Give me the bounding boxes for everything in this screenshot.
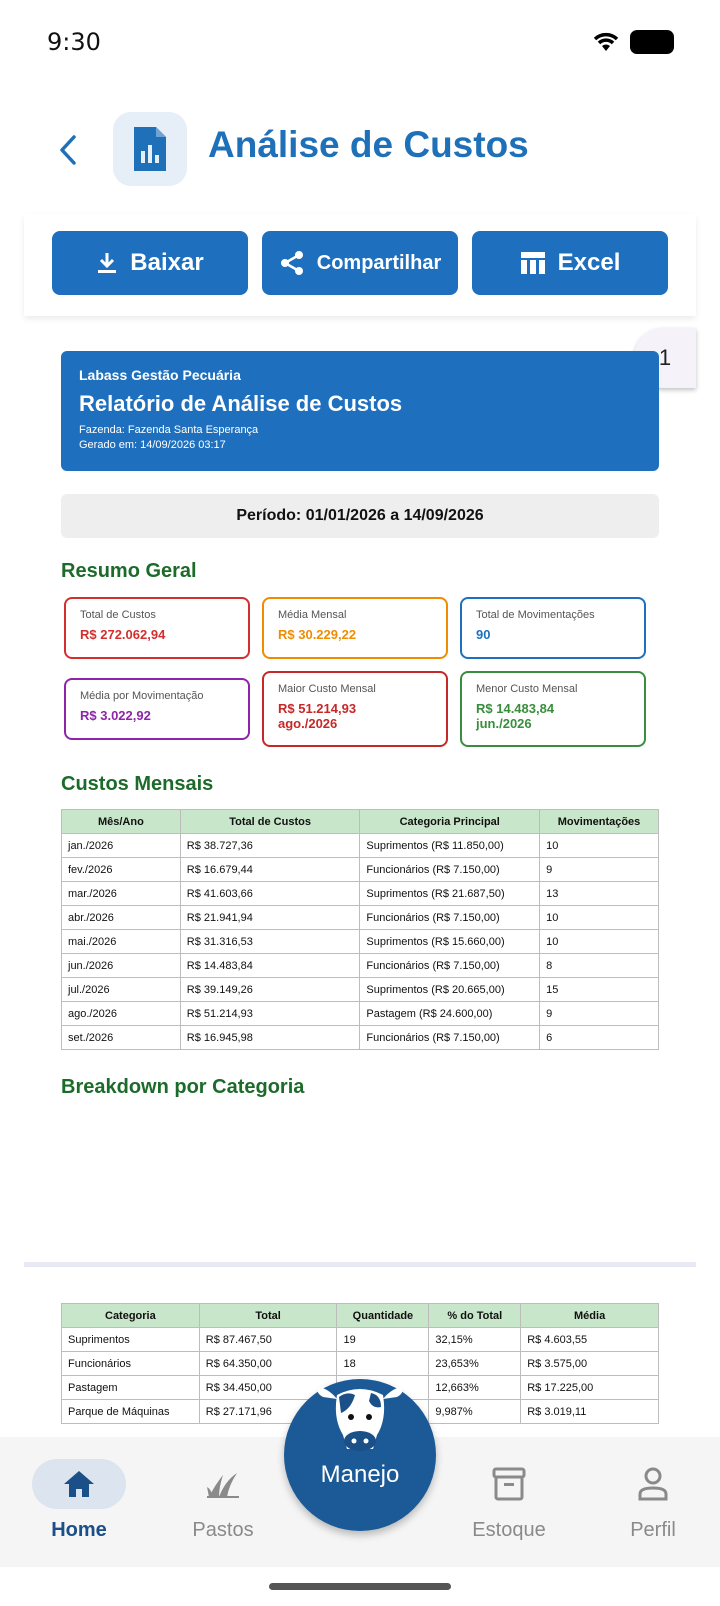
summary-title: Resumo Geral: [61, 560, 197, 582]
grass-icon: [205, 1469, 241, 1499]
share-icon: [279, 250, 305, 276]
summary-card: [262, 671, 448, 747]
table-header-cell: Movimentações: [540, 810, 659, 834]
table-cell: R$ 16.679,44: [180, 858, 360, 882]
summary-card-label: Menor Custo Mensal: [476, 683, 578, 695]
summary-card: [262, 597, 448, 659]
table-cell: R$ 14.483,84: [180, 954, 360, 978]
summary-card-value: 90: [476, 627, 491, 642]
table-cell: 13: [540, 882, 659, 906]
table-cell: Parque de Máquinas: [62, 1400, 200, 1424]
table-icon: [520, 251, 546, 275]
page-divider: [24, 1262, 696, 1267]
table-row: [62, 1352, 659, 1376]
nav-pastos[interactable]: [176, 1437, 270, 1567]
summary-card-subvalue: ago./2026: [278, 716, 338, 731]
page-number-badge: 1: [634, 328, 696, 388]
manejo-button[interactable]: [284, 1379, 436, 1531]
table-cell: set./2026: [62, 1026, 181, 1050]
table-cell: fev./2026: [62, 858, 181, 882]
nav-home[interactable]: [32, 1437, 126, 1567]
table-cell: Pastagem (R$ 24.600,00): [360, 1002, 540, 1026]
report-file-icon: [113, 112, 187, 186]
excel-label: Excel: [557, 249, 621, 276]
table-cell: R$ 39.149,26: [180, 978, 360, 1002]
summary-card-value: R$ 14.483,84: [476, 701, 555, 716]
table-cell: 10: [540, 930, 659, 954]
table-cell: R$ 4.603,55: [521, 1328, 659, 1352]
home-icon: [62, 1469, 96, 1499]
table-header-cell: Total: [199, 1304, 337, 1328]
table-cell: Pastagem: [62, 1376, 200, 1400]
table-cell: R$ 3.019,11: [521, 1400, 659, 1424]
download-label: Baixar: [130, 249, 204, 276]
table-cell: R$ 3.575,00: [521, 1352, 659, 1376]
person-icon: [637, 1467, 669, 1501]
nav-perfil-label: Perfil: [630, 1519, 676, 1541]
table-cell: R$ 38.727,36: [180, 834, 360, 858]
table-header-cell: % do Total: [429, 1304, 521, 1328]
table-cell: mai./2026: [62, 930, 181, 954]
breakdown-title: Breakdown por Categoria: [61, 1076, 305, 1098]
table-header-cell: Categoria Principal: [360, 810, 540, 834]
table-row: [62, 930, 659, 954]
nav-perfil[interactable]: [606, 1437, 700, 1567]
monthly-costs-table: [61, 809, 659, 1050]
table-cell: 32,15%: [429, 1328, 521, 1352]
table-cell: jul./2026: [62, 978, 181, 1002]
table-row: [62, 882, 659, 906]
download-icon: [96, 251, 118, 275]
table-cell: R$ 21.941,94: [180, 906, 360, 930]
status-icons: [592, 30, 674, 54]
summary-card-subvalue: jun./2026: [476, 716, 532, 731]
actions-card: [24, 214, 696, 316]
summary-card: [460, 671, 646, 747]
table-row: [62, 978, 659, 1002]
download-button[interactable]: [52, 231, 248, 295]
table-header-cell: Total de Custos: [180, 810, 360, 834]
share-label: Compartilhar: [316, 251, 442, 274]
nav-estoque-label: Estoque: [472, 1519, 546, 1541]
table-row: [62, 858, 659, 882]
summary-card-value: R$ 272.062,94: [80, 627, 166, 642]
generated-date: Gerado em: 14/09/2026 03:17: [79, 439, 226, 451]
status-time: 9:30: [47, 28, 101, 56]
table-cell: 19: [337, 1328, 429, 1352]
page-title: Análise de Custos: [208, 124, 529, 165]
chevron-left-icon: [58, 134, 78, 166]
table-cell: 23,653%: [429, 1352, 521, 1376]
archive-box-icon: [492, 1466, 526, 1502]
table-cell: jan./2026: [62, 834, 181, 858]
table-header-cell: Categoria: [62, 1304, 200, 1328]
summary-card: [460, 597, 646, 659]
nav-estoque[interactable]: [462, 1437, 556, 1567]
summary-card-value: R$ 3.022,92: [80, 708, 151, 723]
battery-icon: [630, 30, 674, 54]
table-cell: 6: [540, 1026, 659, 1050]
table-cell: R$ 41.603,66: [180, 882, 360, 906]
nav-home-pill: [32, 1459, 126, 1509]
report-meta: [79, 423, 641, 453]
table-cell: Suprimentos (R$ 11.850,00): [360, 834, 540, 858]
nav-home-label: Home: [51, 1519, 107, 1541]
table-cell: R$ 17.225,00: [521, 1376, 659, 1400]
monthly-title: Custos Mensais: [61, 773, 214, 795]
summary-card: [64, 678, 250, 740]
table-cell: 10: [540, 906, 659, 930]
table-cell: Funcionários (R$ 7.150,00): [360, 1026, 540, 1050]
table-row: [62, 1026, 659, 1050]
table-cell: 18: [337, 1352, 429, 1376]
table-header-cell: Mês/Ano: [62, 810, 181, 834]
summary-card-label: Total de Custos: [80, 609, 156, 621]
table-cell: jun./2026: [62, 954, 181, 978]
back-button[interactable]: [48, 130, 88, 170]
table-row: [62, 1002, 659, 1026]
table-cell: 9: [540, 858, 659, 882]
table-cell: 8: [540, 954, 659, 978]
wifi-icon: [592, 31, 620, 53]
table-cell: Suprimentos (R$ 15.660,00): [360, 930, 540, 954]
table-cell: 12,663%: [429, 1376, 521, 1400]
table-header-cell: Média: [521, 1304, 659, 1328]
table-row: [62, 906, 659, 930]
table-cell: mar./2026: [62, 882, 181, 906]
nav-pastos-label: Pastos: [192, 1519, 254, 1541]
table-cell: 9,987%: [429, 1400, 521, 1424]
cow-icon: [315, 1379, 405, 1457]
table-row: [62, 834, 659, 858]
excel-button[interactable]: [472, 231, 668, 295]
table-cell: Funcionários (R$ 7.150,00): [360, 954, 540, 978]
farm-name: Fazenda: Fazenda Santa Esperança: [79, 424, 259, 436]
share-button[interactable]: [262, 231, 458, 295]
table-cell: 15: [540, 978, 659, 1002]
summary-card-label: Maior Custo Mensal: [278, 683, 376, 695]
table-header-cell: Quantidade: [337, 1304, 429, 1328]
table-cell: R$ 51.214,93: [180, 1002, 360, 1026]
summary-card-value: R$ 51.214,93: [278, 701, 357, 716]
page-header: [0, 112, 720, 188]
summary-card: [64, 597, 250, 659]
period-box: Período: 01/01/2026 a 14/09/2026: [61, 494, 659, 538]
table-cell: R$ 34.450,00: [199, 1376, 337, 1400]
table-cell: 9: [540, 1002, 659, 1026]
home-indicator[interactable]: [269, 1583, 451, 1590]
table-cell: R$ 64.350,00: [199, 1352, 337, 1376]
table-cell: R$ 16.945,98: [180, 1026, 360, 1050]
nav-pastos-pill: [176, 1459, 270, 1509]
manejo-label: Manejo: [320, 1461, 400, 1488]
table-cell: R$ 87.467,50: [199, 1328, 337, 1352]
summary-card-value: R$ 30.229,22: [278, 627, 357, 642]
table-cell: ago./2026: [62, 1002, 181, 1026]
summary-card-label: Média por Movimentação: [80, 690, 204, 702]
table-cell: R$ 31.316,53: [180, 930, 360, 954]
summary-card-label: Média Mensal: [278, 609, 347, 621]
report-title: Relatório de Análise de Custos: [79, 391, 403, 416]
company-name: Labass Gestão Pecuária: [79, 367, 241, 383]
nav-perfil-pill: [606, 1459, 700, 1509]
table-row: [62, 1328, 659, 1352]
table-cell: abr./2026: [62, 906, 181, 930]
table-cell: Suprimentos (R$ 20.665,00): [360, 978, 540, 1002]
table-cell: Funcionários (R$ 7.150,00): [360, 858, 540, 882]
table-cell: Suprimentos: [62, 1328, 200, 1352]
table-cell: Funcionários: [62, 1352, 200, 1376]
report-header: [61, 351, 659, 471]
summary-card-label: Total de Movimentações: [476, 609, 595, 621]
table-cell: Funcionários (R$ 7.150,00): [360, 906, 540, 930]
table-row: [62, 954, 659, 978]
table-cell: R$ 27.171,96: [199, 1400, 337, 1424]
table-cell: 10: [540, 834, 659, 858]
status-bar: [0, 0, 720, 86]
nav-estoque-pill: [462, 1459, 556, 1509]
table-cell: Suprimentos (R$ 21.687,50): [360, 882, 540, 906]
